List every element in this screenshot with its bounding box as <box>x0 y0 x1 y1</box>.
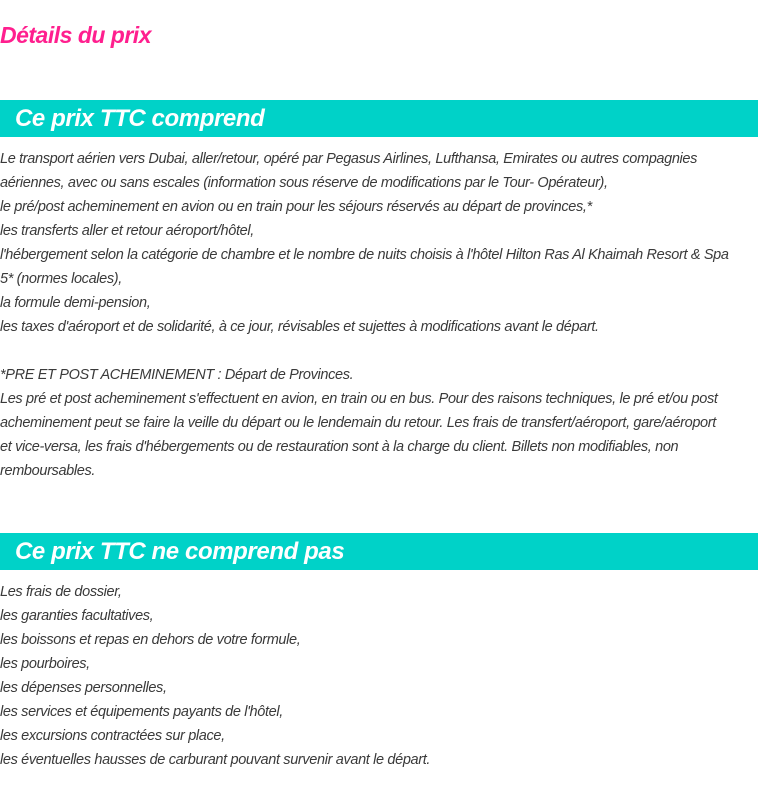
included-line: le pré/post acheminement en avion ou en train pour les séjours réservés au départ de provinces,* <box>0 199 592 215</box>
included-section-body <box>0 147 758 483</box>
transfer-note-line: acheminement peut se faire la veille du départ ou le lendemain du retour. Les frais de transfert/aéroport, gare/aéroport <box>0 415 716 431</box>
excluded-line: les dépenses personnelles, <box>0 680 167 696</box>
page-title: Détails du prix <box>0 22 151 48</box>
transfer-note-line: Les pré et post acheminement s'effectuent en avion, en train ou en bus. Pour des raisons techniques, le pré et/ou post <box>0 391 718 407</box>
included-line: les taxes d'aéroport et de solidarité, à ce jour, révisables et sujettes à modifications avant le départ. <box>0 319 599 335</box>
included-line: 5* (normes locales), <box>0 271 122 287</box>
included-line: Le transport aérien vers Dubai, aller/retour, opéré par Pegasus Airlines, Lufthansa, Emirates ou autres compagnies <box>0 151 698 167</box>
excluded-line: Les frais de dossier, <box>0 584 122 600</box>
included-line: l'hébergement selon la catégorie de chambre et le nombre de nuits choisis à l'hôtel Hilton Ras Al Khaimah Resort & Spa <box>0 247 729 263</box>
excluded-line: les boissons et repas en dehors de votre formule, <box>0 632 301 648</box>
excluded-section-body <box>0 580 758 772</box>
spacer <box>0 339 758 363</box>
transfer-note-line: et vice-versa, les frais d'hébergements ou de restauration sont à la charge du client. Billets non modifiables, non <box>0 439 679 455</box>
transfer-note-line: remboursables. <box>0 463 96 479</box>
included-section-header: Ce prix TTC comprend <box>0 100 758 137</box>
excluded-line: les excursions contractées sur place, <box>0 728 225 744</box>
included-line: aériennes, avec ou sans escales (information sous réserve de modifications par le Tour- Opérateur), <box>0 175 608 191</box>
excluded-line: les pourboires, <box>0 656 90 672</box>
included-line: la formule demi-pension, <box>0 295 151 311</box>
excluded-section-header: Ce prix TTC ne comprend pas <box>0 533 758 570</box>
excluded-line: les éventuelles hausses de carburant pouvant survenir avant le départ. <box>0 752 431 768</box>
transfer-note-heading: *PRE ET POST ACHEMINEMENT : Départ de Provinces. <box>0 367 354 383</box>
included-line: les transferts aller et retour aéroport/hôtel, <box>0 223 254 239</box>
excluded-line: les garanties facultatives, <box>0 608 154 624</box>
excluded-line: les services et équipements payants de l'hôtel, <box>0 704 283 720</box>
